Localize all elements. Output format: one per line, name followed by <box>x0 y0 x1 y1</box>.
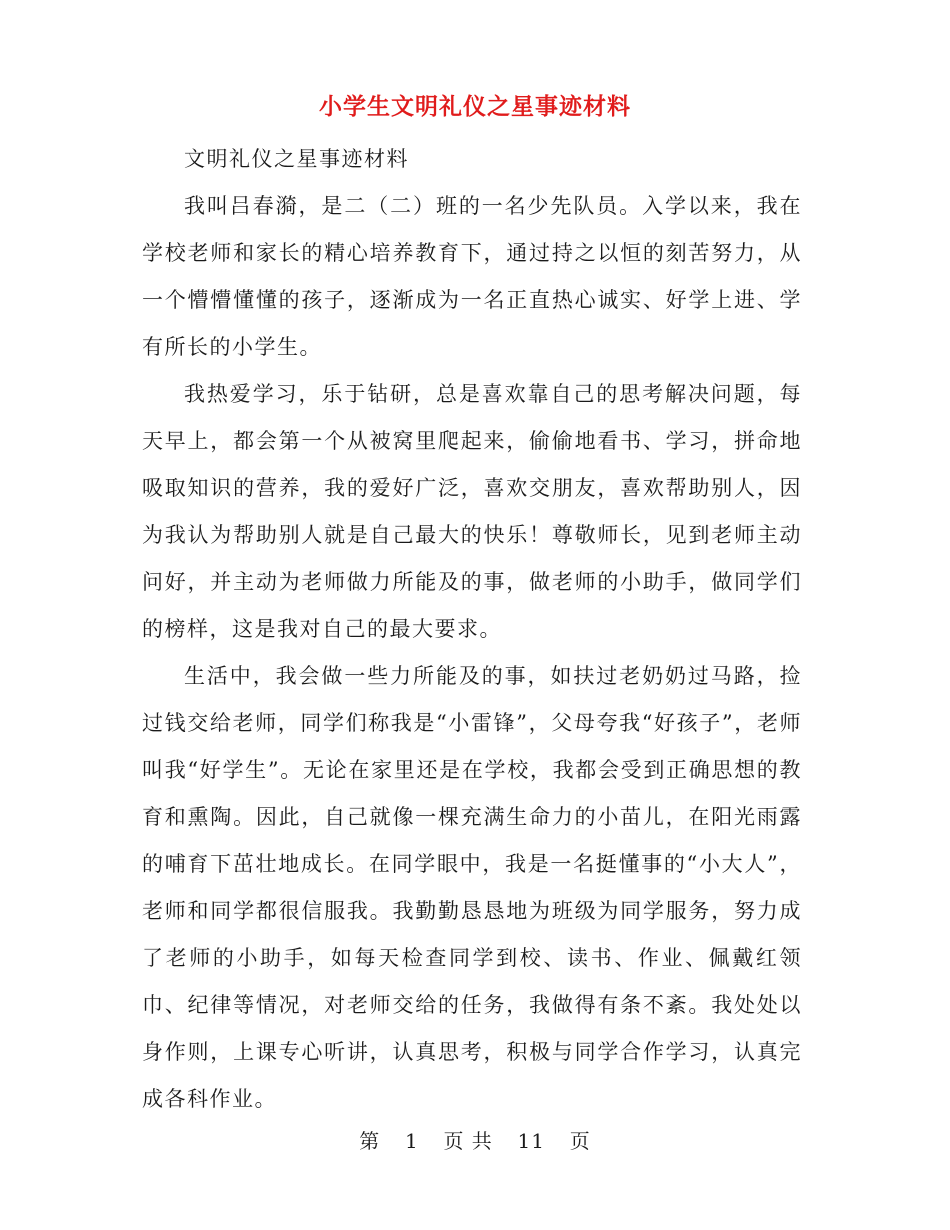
document-title: 小学生文明礼仪之星事迹材料 <box>319 93 631 120</box>
page-suffix: 页 <box>569 1129 591 1153</box>
document-body <box>142 136 802 1123</box>
paragraph-study: 我热爱学习，乐于钻研，总是喜欢靠自己的思考解决问题，每天早上，都会第一个从被窝里爬起来，偷偷地看书、学习，拼命地吸取知识的营养，我的爱好广泛，喜欢交朋友，喜欢帮助别人，因为我认为帮助别人就是自己最大的快乐！尊敬师长，见到老师主动问好，并主动为老师做力所能及的事，做老师的小助手，做同学们的榜样，这是我对自己的最大要求。 <box>142 382 802 641</box>
paragraph-intro: 我叫吕春漪，是二（二）班的一名少先队员。入学以来，我在学校老师和家长的精心培养教育下，通过持之以恒的刻苦努力，从一个懵懵懂懂的孩子，逐渐成为一名正直热心诚实、好学上进、学有所长的小学生。 <box>142 194 802 359</box>
page-footer <box>0 1125 950 1154</box>
paragraph-subtitle: 文明礼仪之星事迹材料 <box>184 147 409 171</box>
page-current: 1 <box>405 1129 419 1153</box>
paragraph-life: 生活中，我会做一些力所能及的事，如扶过老奶奶过马路，捡过钱交给老师，同学们称我是“小雷锋”，父母夸我“好孩子”，老师叫我“好学生”。无论在家里还是在学校，我都会受到正确思想的教育和熏陶。因此，自己就像一棵充满生命力的小苗儿，在阳光雨露的哺育下茁壮地成长。在同学眼中，我是一名挺懂事的“小大人”，老师和同学都很信服我。我勤勤恳恳地为班级为同学服务，努力成了老师的小助手，如每天检查同学到校、读书、作业、佩戴红领巾、纪律等情况，对老师交给的任务，我做得有条不紊。我处处以身作则，上课专心听讲，认真思考，积极与同学合作学习，认真完成各科作业。 <box>142 664 802 1111</box>
page-total: 11 <box>517 1129 545 1153</box>
page-prefix: 第 <box>359 1129 381 1153</box>
page-mid: 页 共 <box>443 1129 493 1153</box>
